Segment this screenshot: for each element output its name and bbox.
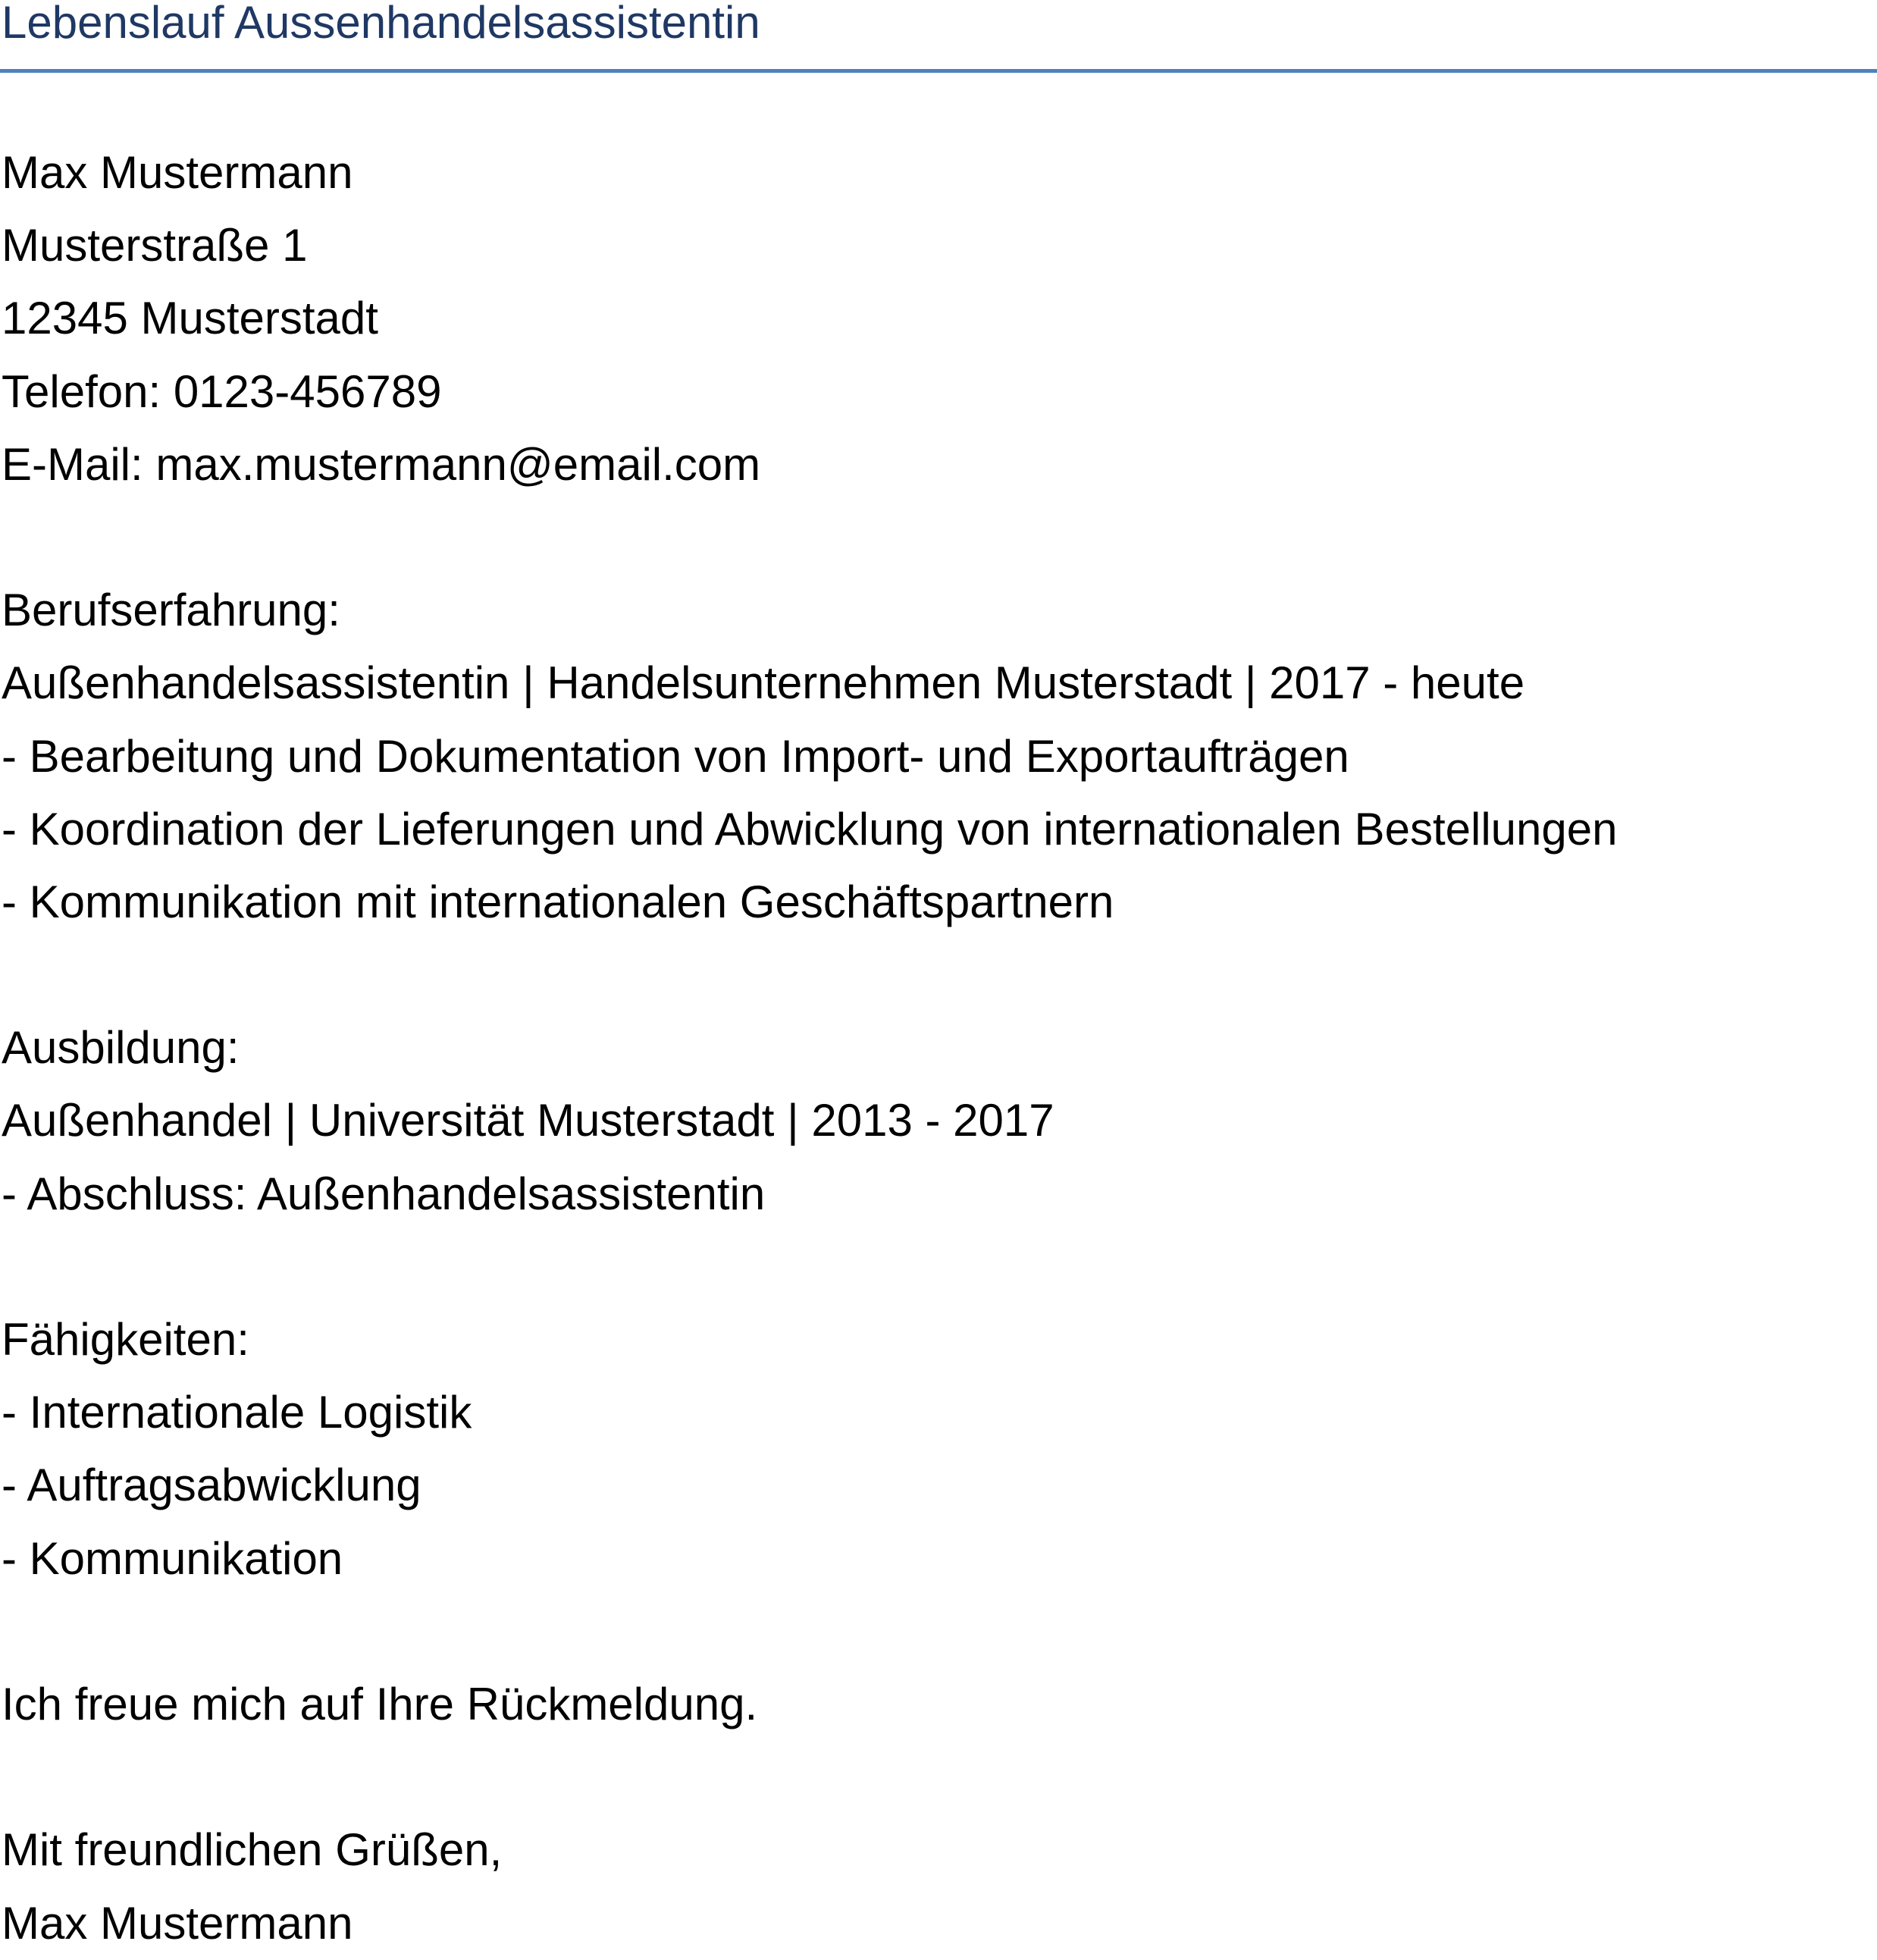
spacer — [2, 1741, 1877, 1814]
document-body — [2, 136, 1877, 1960]
skills-heading: Fähigkeiten: — [2, 1314, 249, 1365]
education-entry: Außenhandel | Universität Musterstadt | 2013 - 2017 — [2, 1095, 1054, 1146]
contact-street: Musterstraße 1 — [2, 220, 308, 271]
education-item: - Abschluss: Außenhandelsassistentin — [2, 1168, 766, 1219]
signature: Max Mustermann — [2, 1897, 353, 1949]
spacer — [2, 939, 1877, 1011]
experience-item: - Kommunikation mit internationalen Geschäftspartnern — [2, 876, 1114, 927]
experience-position: Außenhandelsassistentin | Handelsunternehmen Musterstadt | 2017 - heute — [2, 657, 1525, 709]
contact-name: Max Mustermann — [2, 147, 353, 198]
contact-city: 12345 Musterstadt — [2, 293, 378, 344]
skills-item: - Auftragsabwicklung — [2, 1460, 421, 1511]
title-underline — [0, 69, 1877, 73]
closing-text: Ich freue mich auf Ihre Rückmeldung. — [2, 1678, 758, 1730]
skills-item: - Internationale Logistik — [2, 1387, 472, 1438]
contact-phone: Telefon: 0123-456789 — [2, 365, 442, 417]
spacer — [2, 501, 1877, 574]
spacer — [2, 1231, 1877, 1303]
spacer — [2, 1595, 1877, 1668]
education-heading: Ausbildung: — [2, 1022, 240, 1074]
experience-heading: Berufserfahrung: — [2, 585, 340, 636]
salutation: Mit freundlichen Grüßen, — [2, 1824, 503, 1876]
contact-email: E-Mail: max.mustermann@email.com — [2, 438, 761, 490]
experience-item: - Bearbeitung und Dokumentation von Import- und Exportaufträgen — [2, 730, 1349, 782]
experience-item: - Koordination der Lieferungen und Abwicklung von internationalen Bestellungen — [2, 803, 1618, 855]
skills-item: - Kommunikation — [2, 1532, 343, 1584]
document-title: Lebenslauf Aussenhandelsassistentin — [2, 0, 760, 48]
